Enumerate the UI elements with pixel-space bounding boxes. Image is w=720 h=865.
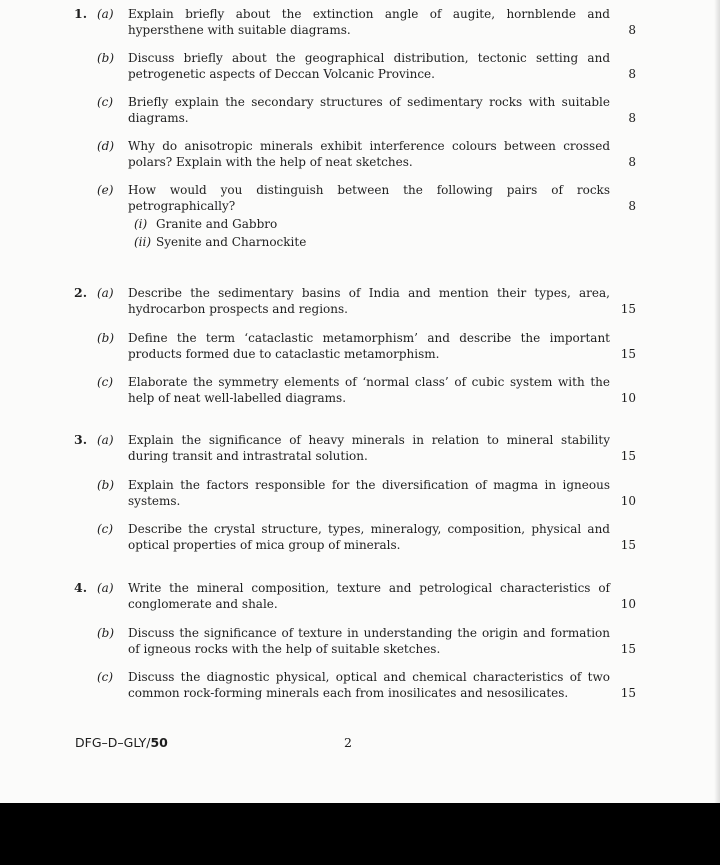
part-text-line: Explain briefly about the extinction angle of augite, hornblende and — [128, 7, 610, 21]
part-label: (c) — [97, 95, 114, 109]
part-text — [128, 50, 610, 82]
part-text-line: systems. — [128, 494, 181, 508]
sub-item — [134, 216, 277, 232]
part-text — [128, 432, 610, 464]
part-text-line: Why do anisotropic minerals exhibit interference colours between crossed — [128, 139, 610, 153]
part-text — [128, 182, 610, 214]
part-text-line: optical properties of mica group of minerals. — [128, 538, 401, 552]
part-text — [128, 374, 610, 406]
part-text-line: Discuss the diagnostic physical, optical and chemical characteristics of two — [128, 670, 610, 684]
part-text-line: Explain the factors responsible for the diversification of magma in igneous — [128, 478, 610, 492]
marks: 10 — [620, 391, 636, 405]
part-text-line: Define the term ‘cataclastic metamorphism’ and describe the important — [128, 331, 610, 345]
sub-item-label: (ii) — [134, 235, 152, 249]
part-text-line: Elaborate the symmetry elements of ‘normal class’ of cubic system with the — [128, 375, 610, 389]
marks: 8 — [628, 111, 636, 125]
part-text-line: How would you distinguish between the following pairs of rocks — [128, 183, 610, 197]
marks: 8 — [628, 199, 636, 213]
question-number: 4. — [74, 580, 88, 595]
part-label: (d) — [97, 139, 115, 153]
sub-item-text: Granite and Gabbro — [156, 217, 278, 231]
part-label: (e) — [97, 183, 114, 197]
part-label: (b) — [97, 51, 115, 65]
scan-bottom-border — [0, 803, 720, 865]
part-text — [128, 669, 610, 701]
marks: 15 — [620, 538, 636, 552]
part-text-line: hypersthene with suitable diagrams. — [128, 23, 351, 37]
part-text-line: Describe the sedimentary basins of India and mention their types, area, — [128, 286, 610, 300]
part-text — [128, 521, 610, 553]
part-label: (a) — [97, 581, 114, 595]
question-number: 3. — [74, 432, 88, 447]
marks: 8 — [628, 155, 636, 169]
part-text — [128, 138, 610, 170]
marks: 15 — [620, 642, 636, 656]
part-label: (a) — [97, 433, 114, 447]
part-text-line: Briefly explain the secondary structures of sedimentary rocks with suitable — [128, 95, 610, 109]
part-text — [128, 477, 610, 509]
marks: 15 — [620, 347, 636, 361]
part-text — [128, 625, 610, 657]
part-label: (c) — [97, 375, 114, 389]
part-text-line: during transit and intrastratal solution. — [128, 449, 368, 463]
part-label: (b) — [97, 478, 115, 492]
question-number: 1. — [74, 6, 88, 21]
part-text-line: petrogenetic aspects of Deccan Volcanic Province. — [128, 67, 435, 81]
part-text-line: Explain the significance of heavy minerals in relation to mineral stability — [128, 433, 610, 447]
part-text — [128, 330, 610, 362]
part-text-line: polars? Explain with the help of neat sketches. — [128, 155, 413, 169]
marks: 15 — [620, 686, 636, 700]
part-text — [128, 580, 610, 612]
part-text-line: common rock-forming minerals each from inosilicates and nesosilicates. — [128, 686, 569, 700]
marks: 15 — [620, 302, 636, 316]
part-text-line: of igneous rocks with the help of suitable sketches. — [128, 642, 441, 656]
part-text-line: Discuss briefly about the geographical distribution, tectonic setting and — [128, 51, 610, 65]
sub-item — [134, 234, 306, 250]
part-text-line: diagrams. — [128, 111, 189, 125]
sub-item-text: Syenite and Charnockite — [156, 235, 307, 249]
marks: 15 — [620, 449, 636, 463]
scan-edge-shadow — [714, 0, 720, 803]
part-label: (b) — [97, 626, 115, 640]
part-text — [128, 285, 610, 317]
page-number: 2 — [344, 735, 352, 750]
part-text-line: Discuss the significance of texture in understanding the origin and formation — [128, 626, 610, 640]
paper-code-suffix: 50 — [150, 735, 168, 750]
part-text-line: help of neat well-labelled diagrams. — [128, 391, 347, 405]
part-label: (a) — [97, 286, 114, 300]
marks: 8 — [628, 23, 636, 37]
part-label: (b) — [97, 331, 115, 345]
part-label: (c) — [97, 670, 114, 684]
question-number: 2. — [74, 285, 88, 300]
paper-code — [75, 735, 168, 751]
part-label: (a) — [97, 7, 114, 21]
part-text-line: Describe the crystal structure, types, mineralogy, composition, physical and — [128, 522, 610, 536]
sub-item-label: (i) — [134, 217, 148, 231]
paper-code-prefix: DFG–D–GLY/ — [75, 735, 151, 750]
part-text-line: petrographically? — [128, 199, 236, 213]
part-text-line: Write the mineral composition, texture and petrological characteristics of — [128, 581, 610, 595]
part-text — [128, 94, 610, 126]
part-text — [128, 6, 610, 38]
part-label: (c) — [97, 522, 114, 536]
part-text-line: conglomerate and shale. — [128, 597, 278, 611]
part-text-line: hydrocarbon prospects and regions. — [128, 302, 348, 316]
part-text-line: products formed due to cataclastic metamorphism. — [128, 347, 440, 361]
marks: 8 — [628, 67, 636, 81]
marks: 10 — [620, 597, 636, 611]
marks: 10 — [620, 494, 636, 508]
